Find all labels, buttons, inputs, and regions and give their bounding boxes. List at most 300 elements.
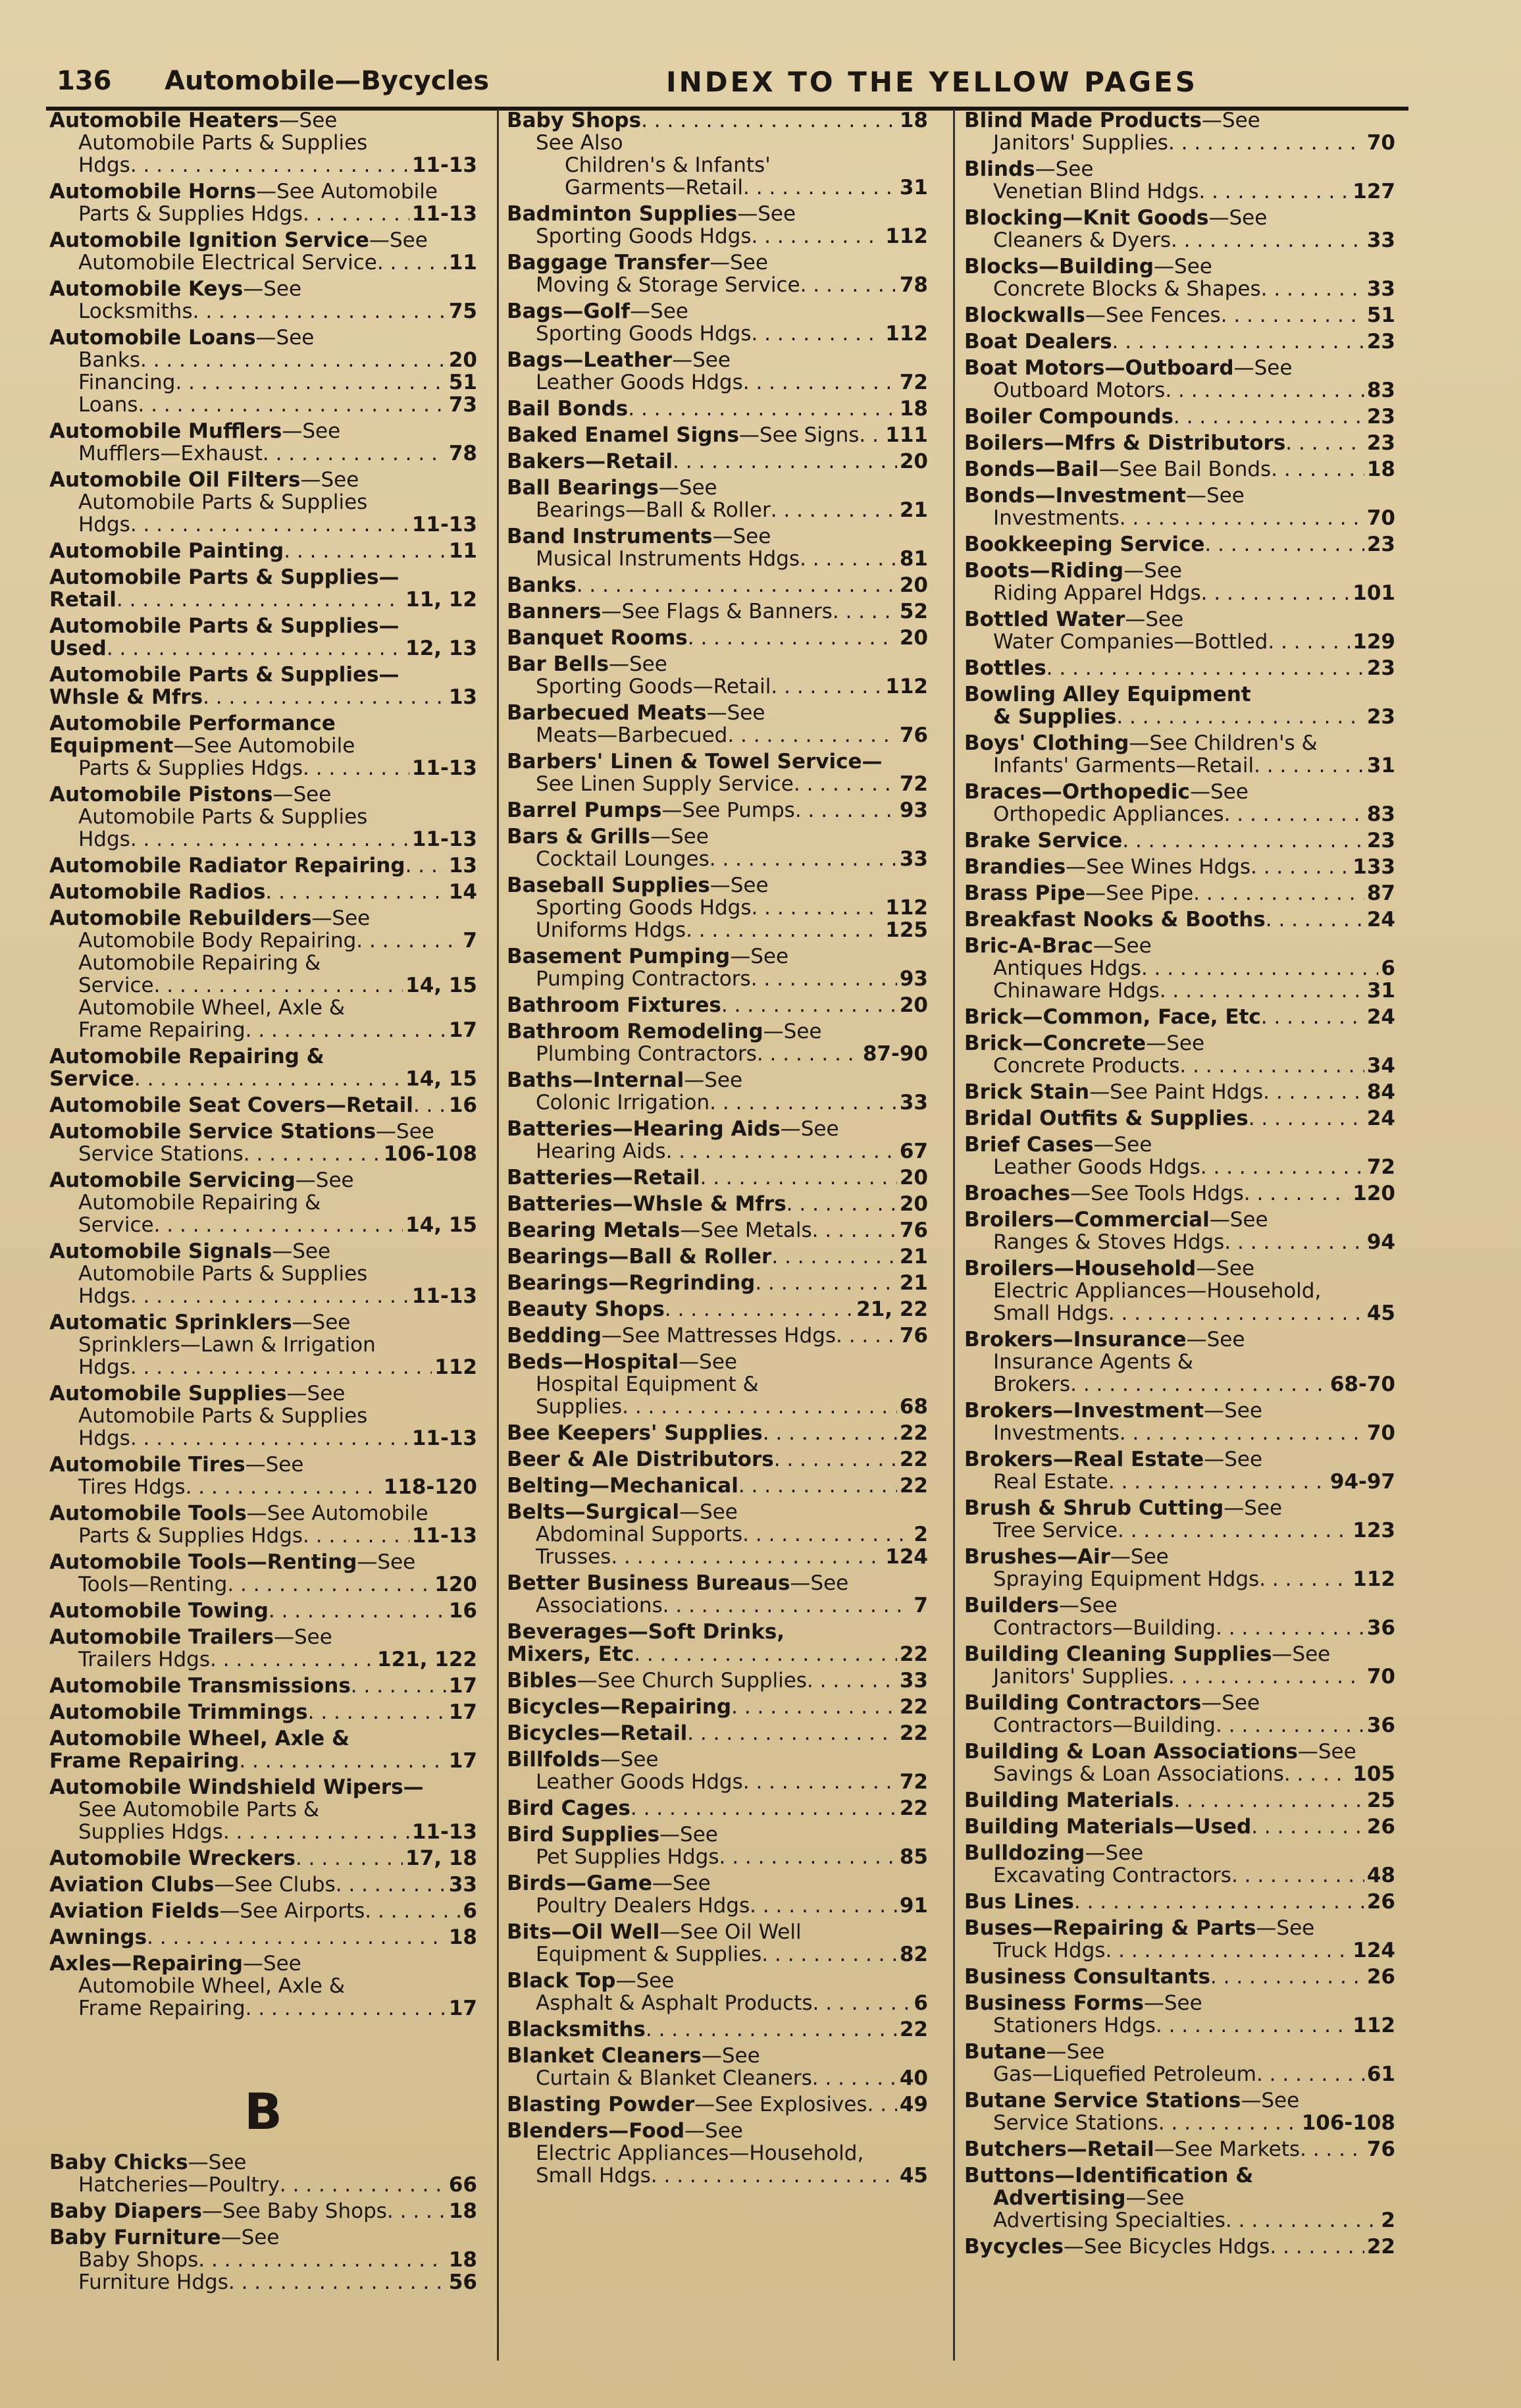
entry-line xyxy=(49,132,477,154)
page-reference: 23 xyxy=(1366,705,1395,729)
entry-line xyxy=(964,732,1395,754)
entry-line xyxy=(49,1873,477,1896)
page-reference: 12, 13 xyxy=(405,637,477,660)
entry-text xyxy=(993,1422,1120,1444)
entry-line xyxy=(49,828,477,851)
entry-line xyxy=(49,1648,477,1671)
reference-text: —See xyxy=(1146,1032,1205,1055)
entry-line xyxy=(507,702,928,724)
entry-line xyxy=(507,825,928,848)
reference-text: Contractors—Building xyxy=(993,1616,1216,1640)
index-entry xyxy=(507,1324,928,1347)
entry-line xyxy=(507,1245,928,1268)
entry-line xyxy=(507,2018,928,2041)
leader-dots xyxy=(130,513,409,536)
index-entry xyxy=(507,2045,928,2089)
leader-dots xyxy=(1108,1302,1364,1324)
leader-dots xyxy=(666,1140,897,1163)
entry-line xyxy=(49,1382,477,1405)
reference-text: Pumping Contractors xyxy=(536,967,751,991)
page-reference: 51 xyxy=(448,371,477,394)
entry-text xyxy=(507,945,788,968)
heading-text: Bakers—Retail xyxy=(507,450,673,473)
entry-line xyxy=(49,1525,477,1547)
page-header xyxy=(46,66,1408,111)
reference-text: —See Fences xyxy=(1085,303,1221,327)
entry-line xyxy=(964,180,1395,203)
entry-text xyxy=(507,653,667,675)
entry-line xyxy=(964,1665,1395,1688)
page-reference: 61 xyxy=(1366,2062,1395,2086)
leader-dots xyxy=(742,1523,911,1546)
leader-dots xyxy=(807,1669,897,1692)
reference-text: —See xyxy=(1125,2187,1185,2209)
page-reference: 31 xyxy=(1366,754,1395,777)
leader-dots xyxy=(227,1573,432,1596)
heading-text: Banquet Rooms xyxy=(507,626,688,650)
index-entry xyxy=(964,1643,1395,1688)
entry-line xyxy=(507,1669,928,1692)
heading-text: Barbers' Linen & Towel Service— xyxy=(507,750,883,773)
page-reference: 49 xyxy=(899,2093,928,2116)
leader-dots xyxy=(751,968,897,990)
index-entry xyxy=(964,1497,1395,1542)
entry-line xyxy=(507,1043,928,1065)
entry-text xyxy=(993,229,1171,251)
entry-text xyxy=(78,1263,367,1285)
heading-text: Blockwalls xyxy=(964,303,1085,327)
entry-text xyxy=(49,664,400,686)
page-reference: 22 xyxy=(899,2018,928,2041)
heading-text: Beds—Hospital xyxy=(507,1351,679,1373)
index-entry xyxy=(964,406,1395,428)
page-reference: 94-97 xyxy=(1329,1470,1395,1494)
page-reference: 26 xyxy=(1366,1815,1395,1839)
entry-text xyxy=(964,1842,1143,1864)
reference-text: Janitors' Supplies xyxy=(993,131,1168,155)
index-entry xyxy=(964,2138,1395,2160)
entry-text xyxy=(49,229,428,251)
heading-text: Automobile Tires xyxy=(49,1453,245,1476)
index-entry xyxy=(964,2164,1395,2232)
entry-text xyxy=(507,994,721,1016)
heading-text: Belts—Surgical xyxy=(507,1501,679,1523)
index-entry xyxy=(964,1741,1395,1785)
entry-line xyxy=(507,1193,928,1215)
reference-text: —See xyxy=(242,1952,301,1975)
entry-line xyxy=(964,2164,1395,2187)
leader-dots xyxy=(743,1771,897,1793)
leader-dots xyxy=(1168,1665,1364,1688)
heading-text: Automobile Towing xyxy=(49,1599,269,1623)
entry-text xyxy=(993,803,1224,825)
heading-text: Better Business Bureaus xyxy=(507,1572,790,1594)
entry-line xyxy=(507,2120,928,2142)
entry-text xyxy=(993,2112,1158,2134)
page-reference: 14, 15 xyxy=(405,1067,477,1091)
index-entry xyxy=(964,829,1395,852)
entry-text xyxy=(507,477,717,499)
heading-text: Automobile Keys xyxy=(49,278,244,300)
entry-line xyxy=(49,1952,477,1975)
leader-dots xyxy=(1270,2236,1364,2258)
reference-text: —See Pipe xyxy=(1085,881,1194,905)
heading-text: Mixers, Etc xyxy=(507,1642,634,1666)
entry-text xyxy=(49,180,438,203)
reference-text: Banks xyxy=(78,348,141,372)
leader-dots xyxy=(688,627,897,649)
leader-dots xyxy=(130,1356,432,1378)
index-entry xyxy=(964,935,1395,1002)
reference-text: —See Airports xyxy=(219,1899,365,1923)
heading-text: Bathroom Fixtures xyxy=(507,993,721,1017)
entry-text xyxy=(507,1272,755,1294)
reference-text: Parts & Supplies Hdgs xyxy=(78,756,303,780)
page-reference: 70 xyxy=(1366,131,1395,155)
entry-text xyxy=(536,1895,750,1917)
index-entry xyxy=(507,2018,928,2041)
entry-text xyxy=(507,109,641,132)
heading-text: Automobile Oil Filters xyxy=(49,469,301,491)
index-entry xyxy=(964,1182,1395,1205)
entry-line xyxy=(964,2138,1395,2160)
page-reference: 125 xyxy=(885,918,928,942)
entry-text xyxy=(964,2041,1104,2063)
index-entry xyxy=(964,1032,1395,1077)
leader-dots xyxy=(1165,379,1364,402)
page-reference: 14, 15 xyxy=(405,1213,477,1237)
leader-dots xyxy=(1263,1081,1364,1103)
entry-text xyxy=(507,1351,737,1373)
leader-dots xyxy=(1118,1519,1350,1542)
reference-text: —See xyxy=(300,469,359,491)
entry-line xyxy=(507,1643,928,1665)
reference-text: —See xyxy=(1035,158,1094,180)
leader-dots xyxy=(1224,803,1364,825)
page-reference: 36 xyxy=(1366,1616,1395,1640)
index-entry xyxy=(49,1453,477,1498)
entry-line xyxy=(964,560,1395,582)
reference-text: Water Companies—Bottled xyxy=(993,630,1268,654)
leader-dots xyxy=(130,154,409,176)
index-entry xyxy=(507,653,928,698)
entry-text xyxy=(507,1166,700,1189)
leader-dots xyxy=(1173,1789,1364,1812)
entry-text xyxy=(964,255,1212,278)
index-entry xyxy=(49,327,477,416)
reference-text: —See Mattresses Hdgs xyxy=(601,1324,836,1348)
page-reference: 22 xyxy=(899,1721,928,1745)
entry-line xyxy=(964,255,1395,278)
page-reference: 52 xyxy=(899,600,928,623)
reference-text: Leather Goods Hdgs xyxy=(536,371,743,394)
reference-text: —See Oil Well xyxy=(659,1921,802,1943)
index-entry xyxy=(49,664,477,708)
reference-text: —See xyxy=(630,300,688,323)
entry-text xyxy=(964,458,1271,481)
reference-text: —See xyxy=(684,1069,743,1091)
entry-text xyxy=(78,300,193,323)
entry-text xyxy=(507,450,673,473)
section-letter: B xyxy=(244,2082,282,2141)
heading-text: Banks xyxy=(507,573,577,597)
entry-line xyxy=(964,1032,1395,1055)
reference-text: Sprinklers—Lawn & Irrigation xyxy=(78,1334,376,1356)
leader-dots xyxy=(771,499,897,521)
heading-text: Building Contractors xyxy=(964,1692,1202,1714)
index-entry xyxy=(964,657,1395,679)
index-entry xyxy=(964,2236,1395,2258)
entry-text xyxy=(993,2187,1184,2209)
entry-text xyxy=(49,1453,303,1476)
heading-text: Broaches xyxy=(964,1182,1071,1205)
entry-text xyxy=(78,1285,130,1307)
reference-text: Colonic Irrigation xyxy=(536,1091,710,1114)
leader-dots xyxy=(1216,1617,1364,1639)
heading-text: Brokers—Real Estate xyxy=(964,1448,1204,1471)
reference-text: Hdgs xyxy=(78,513,130,537)
heading-text: Brick Stain xyxy=(964,1080,1090,1104)
entry-text xyxy=(49,2151,246,2174)
entry-text xyxy=(964,1182,1244,1205)
index-entry xyxy=(49,180,477,225)
entry-line xyxy=(964,458,1395,481)
entry-line xyxy=(507,874,928,897)
page-reference: 20 xyxy=(448,348,477,372)
entry-text xyxy=(49,1750,239,1772)
reference-text: Asphalt & Asphalt Products xyxy=(536,1991,813,2015)
index-entry xyxy=(964,1891,1395,1913)
reference-text: Abdominal Supports xyxy=(536,1523,743,1546)
entry-line xyxy=(964,357,1395,379)
entry-line xyxy=(507,1943,928,1966)
entry-text xyxy=(993,1351,1193,1373)
reference-text: Hatcheries—Poultry xyxy=(78,2173,280,2197)
entry-line xyxy=(507,1219,928,1242)
page-reference: 17 xyxy=(448,1018,477,1042)
page-reference: 23 xyxy=(1366,829,1395,852)
entry-line xyxy=(507,1351,928,1373)
page-reference: 68 xyxy=(899,1395,928,1419)
reference-text: —See xyxy=(1125,608,1184,631)
heading-text: Building Materials xyxy=(964,1789,1174,1812)
heading-text: Basement Pumping xyxy=(507,945,731,968)
entry-text xyxy=(993,980,1160,1002)
entry-text xyxy=(536,1373,759,1396)
entry-line xyxy=(964,1302,1395,1324)
entry-text xyxy=(536,1396,622,1418)
entry-line xyxy=(964,1692,1395,1714)
entry-text xyxy=(536,274,800,296)
reference-text: Hdgs xyxy=(78,827,130,851)
index-entry xyxy=(507,1748,928,1793)
entry-line xyxy=(49,1094,477,1116)
page-reference: 21 xyxy=(899,498,928,522)
entry-text xyxy=(993,754,1254,777)
page-reference: 22 xyxy=(899,1642,928,1666)
heading-text: Band Instruments xyxy=(507,525,713,548)
entry-line xyxy=(49,1750,477,1772)
reference-text: Spraying Equipment Hdgs xyxy=(993,1567,1260,1591)
heading-text: Bicycles—Repairing xyxy=(507,1695,732,1719)
leader-dots xyxy=(795,799,897,822)
leader-dots xyxy=(794,773,897,795)
index-entry xyxy=(49,712,477,779)
page-reference: 20 xyxy=(899,626,928,650)
entry-line xyxy=(49,1285,477,1307)
page-reference: 18 xyxy=(448,2199,477,2223)
heading-text: Automobile Pistons xyxy=(49,783,273,806)
entry-line xyxy=(49,907,477,929)
entry-text xyxy=(993,1055,1179,1077)
page-reference: 22 xyxy=(899,1796,928,1820)
leader-dots xyxy=(800,274,897,296)
entry-line xyxy=(507,1572,928,1594)
entry-text xyxy=(49,1675,351,1697)
reference-text: —See xyxy=(659,1823,718,1846)
entry-text xyxy=(536,1992,812,2014)
page-reference: 33 xyxy=(448,1873,477,1897)
entry-text xyxy=(49,637,107,660)
heading-text: Automobile Transmissions xyxy=(49,1674,351,1698)
entry-text xyxy=(49,469,359,491)
index-entry xyxy=(507,1069,928,1114)
leader-dots xyxy=(751,897,883,919)
index-entry xyxy=(964,1328,1395,1396)
entry-line xyxy=(964,882,1395,904)
reference-text: —See xyxy=(1189,781,1249,803)
entry-text xyxy=(536,548,800,570)
page-reference: 11-13 xyxy=(411,202,477,226)
leader-dots xyxy=(1250,856,1350,878)
entry-text xyxy=(993,1617,1216,1639)
leader-dots xyxy=(1249,1107,1364,1130)
entry-text xyxy=(536,132,623,154)
index-entry xyxy=(964,304,1395,327)
index-entry xyxy=(49,1169,477,1236)
entry-text xyxy=(993,631,1268,653)
heading-text: Bars & Grills xyxy=(507,825,650,848)
entry-line xyxy=(507,1396,928,1418)
entry-text xyxy=(49,783,331,806)
entry-text xyxy=(507,1970,674,1992)
leader-dots xyxy=(719,1846,896,1868)
page-reference: 33 xyxy=(1366,277,1395,301)
reference-text: Trusses xyxy=(536,1545,611,1569)
page-reference: 34 xyxy=(1366,1054,1395,1078)
entry-line xyxy=(507,176,928,199)
entry-line xyxy=(507,251,928,274)
entry-text xyxy=(964,1032,1204,1055)
leader-dots xyxy=(800,548,897,570)
page-reference: 123 xyxy=(1353,1519,1395,1542)
leader-dots xyxy=(721,994,897,1016)
entry-text xyxy=(507,627,688,649)
entry-line xyxy=(964,1156,1395,1178)
entry-text xyxy=(964,1692,1260,1714)
page-reference: 118-120 xyxy=(383,1475,477,1499)
entry-line xyxy=(507,1546,928,1568)
entry-text xyxy=(49,1045,324,1068)
page-reference: 75 xyxy=(448,300,477,323)
page-reference: 124 xyxy=(1353,1939,1395,1962)
reference-text: Pet Supplies Hdgs xyxy=(536,1845,719,1869)
entry-line xyxy=(964,1471,1395,1493)
page-reference: 20 xyxy=(899,450,928,473)
entry-text xyxy=(507,1643,634,1665)
entry-text xyxy=(536,897,751,919)
entry-text xyxy=(964,1006,1261,1028)
entry-line xyxy=(507,1069,928,1091)
index-entry xyxy=(964,781,1395,825)
leader-dots xyxy=(1200,1156,1364,1178)
entry-line xyxy=(964,1280,1395,1302)
heading-text: Blinds xyxy=(964,158,1035,180)
entry-text xyxy=(507,1298,665,1321)
index-entry xyxy=(964,330,1395,353)
reference-text: Investments xyxy=(993,1421,1120,1445)
entry-line xyxy=(507,848,928,870)
entry-line xyxy=(49,442,477,465)
entry-text xyxy=(536,1091,709,1114)
reference-text: —See xyxy=(609,653,667,675)
entry-text xyxy=(993,1471,1108,1493)
page-title: INDEX TO THE YELLOW PAGES xyxy=(665,66,1198,98)
entry-line xyxy=(49,1847,477,1870)
index-entry xyxy=(964,856,1395,878)
entry-line xyxy=(964,1055,1395,1077)
entry-text xyxy=(964,1546,1169,1568)
index-entry xyxy=(507,1572,928,1617)
leader-dots xyxy=(138,394,446,416)
entry-line xyxy=(964,980,1395,1002)
entry-text xyxy=(78,132,367,154)
entry-line xyxy=(49,420,477,442)
leader-dots xyxy=(1271,458,1364,481)
entry-line xyxy=(964,229,1395,251)
reference-text: —See xyxy=(282,420,341,442)
leader-dots xyxy=(245,1019,446,1041)
index-entry xyxy=(49,1626,477,1671)
reference-text: Service Stations xyxy=(78,1142,244,1166)
entry-line xyxy=(49,1798,477,1821)
entry-line xyxy=(49,1502,477,1525)
entry-text xyxy=(78,349,140,371)
heading-text: Bits—Oil Well xyxy=(507,1921,660,1943)
reference-text: Parts & Supplies Hdgs xyxy=(78,1524,303,1548)
index-entry xyxy=(964,1546,1395,1590)
reference-text: Sporting Goods Hdgs xyxy=(536,224,752,248)
entry-text xyxy=(536,1943,761,1966)
leader-dots xyxy=(1120,507,1364,529)
leader-dots xyxy=(1285,432,1364,454)
entry-line xyxy=(49,1573,477,1596)
entry-text xyxy=(993,1714,1216,1737)
heading-text: Butane xyxy=(964,2041,1046,2063)
entry-text xyxy=(507,1324,836,1347)
entry-text xyxy=(78,491,367,513)
heading-text: Boys' Clothing xyxy=(964,732,1129,754)
heading-text: Frame Repairing xyxy=(49,1749,240,1773)
entry-text xyxy=(507,2018,646,2041)
page-reference: 72 xyxy=(899,371,928,394)
entry-text xyxy=(964,2138,1300,2160)
entry-line xyxy=(507,1823,928,1846)
entry-text xyxy=(49,1600,269,1622)
reference-text: Investments xyxy=(993,506,1120,530)
reference-text: Concrete Products xyxy=(993,1054,1180,1078)
heading-text: Bird Supplies xyxy=(507,1823,660,1846)
